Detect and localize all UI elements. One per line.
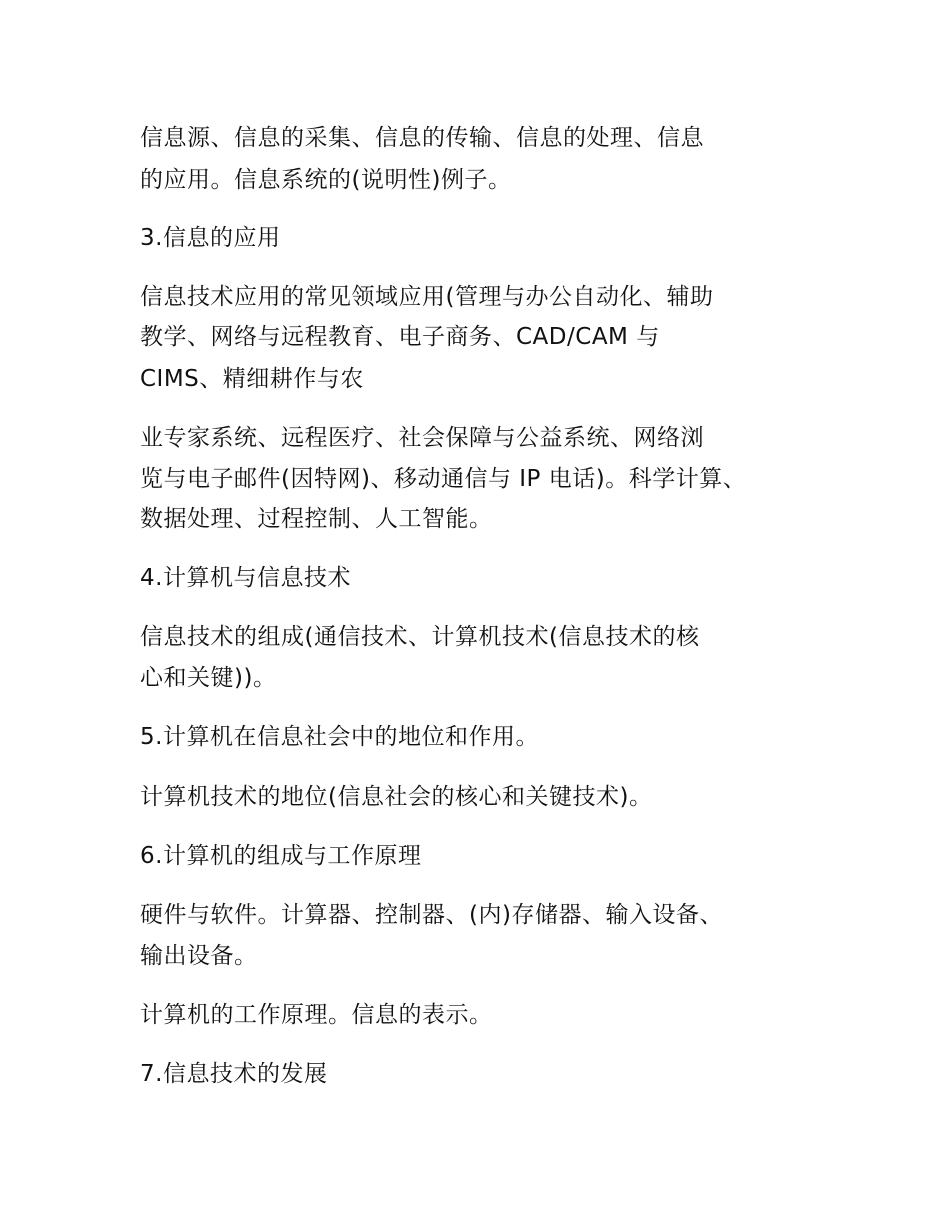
paragraph-line: 的应用。信息系统的(说明性)例子。 bbox=[140, 167, 512, 193]
paragraph-line: 教学、网络与远程教育、电子商务、CAD/CAM 与 bbox=[140, 324, 660, 350]
section-heading-6: 6.计算机的组成与工作原理 bbox=[140, 843, 422, 869]
paragraph-line: 信息技术应用的常见领域应用(管理与办公自动化、辅助 bbox=[140, 284, 714, 310]
paragraph-line: 数据处理、过程控制、人工智能。 bbox=[140, 506, 493, 532]
section-heading-4: 4.计算机与信息技术 bbox=[140, 565, 351, 591]
paragraph-line: 信息技术的组成(通信技术、计算机技术(信息技术的核 bbox=[140, 624, 700, 650]
section-heading-3: 3.信息的应用 bbox=[140, 225, 281, 251]
paragraph-line: 计算机技术的地位(信息社会的核心和关键技术)。 bbox=[140, 784, 653, 810]
section-heading-7: 7.信息技术的发展 bbox=[140, 1061, 328, 1087]
section-heading-5: 5.计算机在信息社会中的地位和作用。 bbox=[140, 724, 539, 750]
paragraph-line: 心和关键))。 bbox=[140, 665, 277, 691]
paragraph-line: 信息源、信息的采集、信息的传输、信息的处理、信息 bbox=[140, 125, 704, 151]
paragraph-line: 硬件与软件。计算器、控制器、(内)存储器、输入设备、 bbox=[140, 902, 723, 928]
paragraph-line: 计算机的工作原理。信息的表示。 bbox=[140, 1002, 493, 1028]
paragraph-line: CIMS、精细耕作与农 bbox=[140, 366, 364, 392]
paragraph-line: 览与电子邮件(因特网)、移动通信与 IP 电话)。科学计算、 bbox=[140, 466, 747, 492]
paragraph-line: 输出设备。 bbox=[140, 943, 258, 969]
paragraph-line: 业专家系统、远程医疗、社会保障与公益系统、网络浏 bbox=[140, 425, 704, 451]
